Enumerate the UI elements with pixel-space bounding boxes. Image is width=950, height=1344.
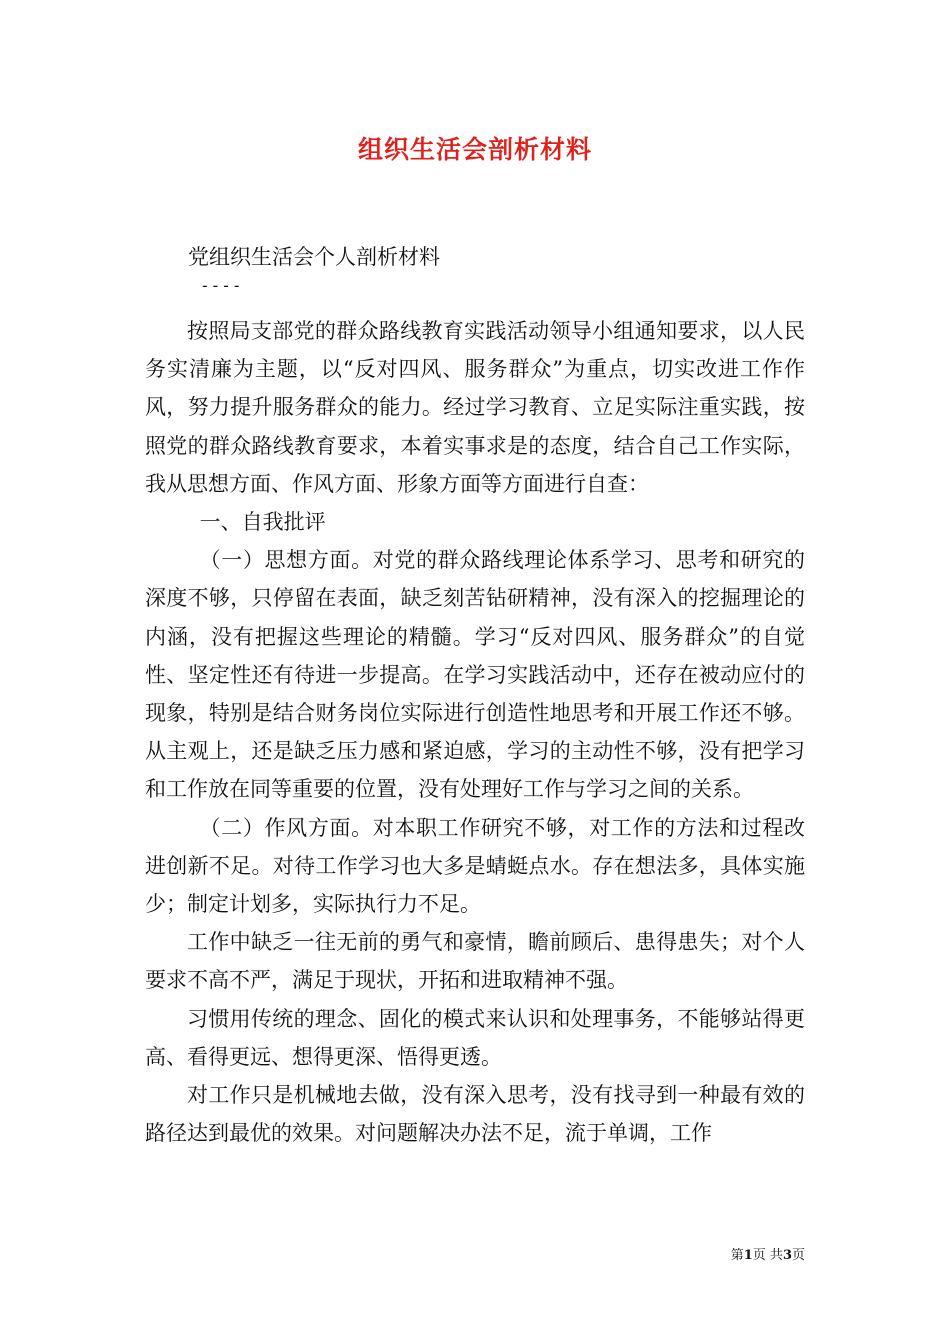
footer-middle: 页 共 (752, 1248, 783, 1263)
footer-suffix: 页 (791, 1248, 805, 1263)
page-footer (731, 1247, 805, 1265)
document-subtitle: 党组织生活会个人剖析材料 (188, 245, 440, 269)
paragraph-habits: 习惯用传统的理念、固化的模式来认识和处理事务，不能够站得更高、看得更远、想得更深、悟得更透。 (145, 1006, 805, 1069)
dash-separator: ---- (200, 276, 243, 295)
paragraph-mechanical-work: 对工作只是机械地去做，没有深入思考，没有找寻到一种最有效的路径达到最优的效果。对问题解决办法不足，流于单调，工作 (145, 1083, 805, 1146)
paragraph-work-style: （二）作风方面。对本职工作研究不够，对工作的方法和过程改进创新不足。对待工作学习也大多是蜻蜓点水。存在想法多，具体实施少；制定计划多，实际执行力不足。 (145, 815, 805, 917)
footer-prefix: 第 (730, 1248, 744, 1263)
intro-paragraph: 按照局支部党的群众路线教育实践活动领导小组通知要求，以人民务实清廉为主题，以“反对四风、服务群众”为重点，切实改进工作作风，努力提升服务群众的能力。经过学习教育、立足实际注重实践，按照党的群众路线教育要求，本着实事求是的态度，结合自己工作实际，我从思想方面、作风方面、形象方面等方面进行自查： (145, 319, 805, 496)
document-title: 组织生活会剖析材料 (357, 135, 592, 164)
paragraph-thinking: （一）思想方面。对党的群众路线理论体系学习、思考和研究的深度不够，只停留在表面，缺乏刻苦钻研精神，没有深入的挖掘理论的内涵，没有把握这些理论的精髓。学习“反对四风、服务群众”的自觉性、坚定性还有待进一步提高。在学习实践活动中，还存在被动应付的现象，特别是结合财务岗位实际进行创造性地思考和开展工作还不够。从主观上，还是缺乏压力感和紧迫感，学习的主动性不够，没有把学习和工作放在同等重要的位置，没有处理好工作与学习之间的关系。 (145, 548, 805, 802)
paragraph-courage: 工作中缺乏一往无前的勇气和豪情，瞻前顾后、患得患失；对个人要求不高不严，满足于现状，开拓和进取精神不强。 (145, 930, 805, 993)
footer-total-pages: 3 (782, 1248, 792, 1263)
footer-page-number: 1 (743, 1248, 753, 1263)
section-heading-self-criticism: 一、自我批评 (199, 510, 326, 535)
document-body (145, 312, 805, 1152)
